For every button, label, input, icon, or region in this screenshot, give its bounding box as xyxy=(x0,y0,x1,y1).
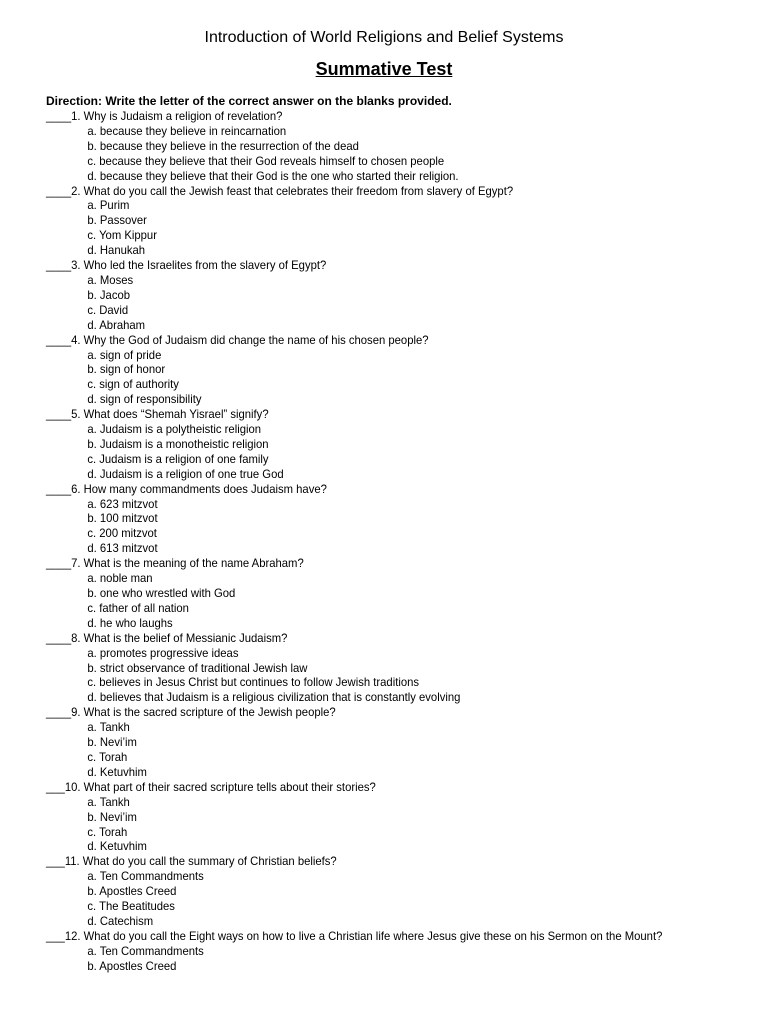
question-item xyxy=(46,407,704,482)
answer-option: a. because they believe in reincarnation xyxy=(87,123,287,138)
answer-option: c. 200 mitzvot xyxy=(87,526,157,541)
question-item xyxy=(46,705,704,780)
answer-option: a. promotes progressive ideas xyxy=(87,645,239,660)
answer-option: d. Ketuvhim xyxy=(87,839,147,854)
answer-option: b. Jacob xyxy=(87,287,131,302)
question-text: ____5. What does “Shemah Yisrael” signify? xyxy=(46,407,269,422)
answer-option: c. The Beatitudes xyxy=(87,899,175,914)
answer-option: a. Ten Commandments xyxy=(87,943,204,958)
directions-text: Direction: Write the letter of the correct answer on the blanks provided. xyxy=(46,94,452,108)
answer-option: a. sign of pride xyxy=(87,347,162,362)
question-item xyxy=(46,333,704,408)
answer-option: b. strict observance of traditional Jewish law xyxy=(87,660,308,675)
answer-option: d. Judaism is a religion of one true God xyxy=(87,466,284,481)
answer-option: a. Moses xyxy=(87,272,134,287)
answer-option: b. one who wrestled with God xyxy=(87,586,236,600)
answer-option: a. noble man xyxy=(87,571,153,586)
question-text: ____7. What is the meaning of the name Abraham? xyxy=(46,556,304,571)
question-text: ____2. What do you call the Jewish feast that celebrates their freedom from slavery of Egypt? xyxy=(46,183,514,198)
answer-option: b. Apostles Creed xyxy=(87,958,177,973)
answer-option: d. Ketuvhim xyxy=(87,764,147,779)
answer-option: d. Abraham xyxy=(87,317,146,332)
question-list xyxy=(46,109,704,974)
answer-option: b. Nevi’im xyxy=(87,809,137,824)
answer-option: c. because they believe that their God reveals himself to chosen people xyxy=(87,153,445,168)
question-item xyxy=(46,258,704,333)
answer-option: b. Nevi’im xyxy=(87,735,137,750)
document-title: Introduction of World Religions and Belief Systems xyxy=(204,29,564,46)
answer-option: a. Ten Commandments xyxy=(87,869,204,884)
question-text: ____4. Why the God of Judaism did change the name of his chosen people? xyxy=(46,332,429,347)
answer-option: b. Judaism is a monotheistic religion xyxy=(87,436,269,451)
question-item xyxy=(46,854,704,929)
question-text: ____3. Who led the Israelites from the slavery of Egypt? xyxy=(46,258,327,273)
answer-option: d. Hanukah xyxy=(87,243,146,258)
question-item xyxy=(46,929,704,974)
question-item xyxy=(46,780,704,855)
answer-option: c. father of all nation xyxy=(87,600,189,615)
answer-option: b. 100 mitzvot xyxy=(87,511,158,526)
question-text: ____1. Why is Judaism a religion of revelation? xyxy=(46,109,283,123)
answer-option: d. believes that Judaism is a religious civilization that is constantly evolving xyxy=(87,690,461,705)
question-text: ___12. What do you call the Eight ways on how to live a Christian life where Jesus give these on his Sermon on the Mount? xyxy=(46,928,663,943)
question-text: ___10. What part of their sacred scripture tells about their stories? xyxy=(46,779,376,794)
answer-option: d. 613 mitzvot xyxy=(87,541,158,556)
answer-option: d. sign of responsibility xyxy=(87,392,202,407)
answer-option: a. Tankh xyxy=(87,720,130,735)
question-item xyxy=(46,556,704,631)
question-item xyxy=(46,631,704,706)
test-heading: Summative Test xyxy=(315,59,453,79)
answer-option: d. because they believe that their God is the one who started their religion. xyxy=(87,168,459,183)
answer-option: a. Purim xyxy=(87,198,130,213)
answer-option: a. Tankh xyxy=(87,794,130,809)
answer-option: c. believes in Jesus Christ but continues to follow Jewish traditions xyxy=(87,675,420,690)
answer-option: c. Torah xyxy=(87,824,128,839)
answer-option: d. Catechism xyxy=(87,913,154,928)
question-text: ___11. What do you call the summary of Christian beliefs? xyxy=(46,854,337,869)
question-text: ____8. What is the belief of Messianic Judaism? xyxy=(46,630,288,645)
answer-option: b. because they believe in the resurrection of the dead xyxy=(87,138,359,153)
answer-option: a. Judaism is a polytheistic religion xyxy=(87,422,262,437)
question-text: ____6. How many commandments does Judaism have? xyxy=(46,481,327,496)
question-text: ____9. What is the sacred scripture of the Jewish people? xyxy=(46,705,336,720)
answer-option: c. Torah xyxy=(87,749,128,764)
answer-option: b. Passover xyxy=(87,213,147,228)
answer-option: c. Judaism is a religion of one family xyxy=(87,451,269,466)
answer-option: b. sign of honor xyxy=(87,362,166,377)
answer-option: d. he who laughs xyxy=(87,615,173,630)
question-item xyxy=(46,184,704,259)
question-item xyxy=(46,482,704,557)
answer-option: a. 623 mitzvot xyxy=(87,496,158,511)
answer-option: b. Apostles Creed xyxy=(87,884,177,899)
question-item xyxy=(46,109,704,184)
answer-option: c. David xyxy=(87,302,129,317)
answer-option: c. sign of authority xyxy=(87,377,179,392)
answer-option: c. Yom Kippur xyxy=(87,228,157,243)
